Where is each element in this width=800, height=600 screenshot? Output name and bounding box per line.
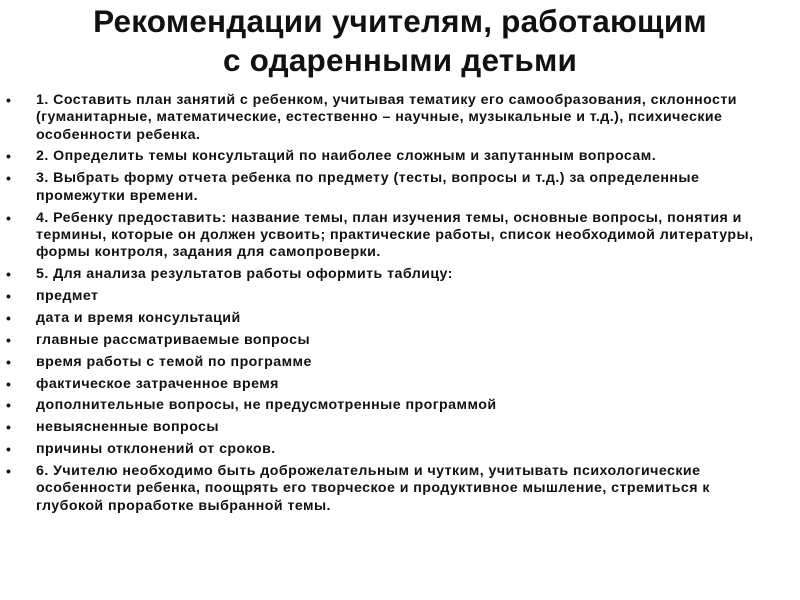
bullet-icon: • (6, 397, 12, 414)
bullet-icon: • (6, 209, 12, 226)
bullet-icon: • (6, 419, 12, 436)
list-item-text: главные рассматриваемые вопросы (36, 331, 311, 348)
list-item (0, 463, 800, 515)
bullet-icon: • (6, 353, 12, 370)
bullet-icon: • (6, 375, 12, 392)
list-item (0, 210, 800, 262)
recommendations-list (0, 92, 800, 520)
list-item-text: невыясненные вопросы (36, 419, 219, 436)
list-item (0, 92, 800, 144)
slide-title (20, 2, 780, 80)
list-item-text: 4. Ребенку предоставить: название темы, план изучения темы, основные вопросы, понятия и термины, которые он должен усвоить; практические работы, список необходимой литературы, формы контроля, задания для самопроверки. (36, 209, 754, 261)
list-item (0, 266, 800, 283)
bullet-icon: • (6, 148, 12, 165)
bullet-icon: • (6, 331, 12, 348)
list-item-text: 1. Составить план занятий с ребенком, учитывая тематику его самообразования, склонности (гуманитарные, математические, естественно – научные, музыкальные и т.д.), психические особенности ребенка. (36, 92, 737, 143)
list-item-text: 3. Выбрать форму отчета ребенка по предмету (тесты, вопросы и т.д.) за определенные промежутки времени. (36, 170, 700, 204)
list-item-text: дата и время консультаций (36, 309, 241, 326)
bullet-icon: • (6, 309, 12, 326)
list-item (0, 170, 800, 205)
list-item-text: 6. Учителю необходимо быть доброжелательным и чутким, учитывать психологические особенности ребенка, поощрять его творческое и продуктивное мышление, стремиться к глубокой проработке выбранной темы. (36, 463, 710, 514)
list-item (0, 419, 800, 436)
bullet-icon: • (6, 92, 12, 108)
list-item-text: фактическое затраченное время (36, 375, 279, 392)
list-item-text: 5. Для анализа результатов работы оформить таблицу: (36, 266, 453, 283)
list-item-text: причины отклонений от сроков. (36, 441, 276, 458)
bullet-icon: • (6, 170, 12, 187)
bullet-icon: • (6, 266, 12, 283)
list-item (0, 354, 800, 371)
list-item (0, 376, 800, 393)
list-item (0, 332, 800, 349)
list-item (0, 310, 800, 327)
list-item (0, 288, 800, 305)
list-item-text: предмет (36, 287, 99, 304)
list-item-text: время работы с темой по программе (36, 353, 312, 370)
bullet-icon: • (6, 463, 12, 480)
list-item-text: 2. Определить темы консультаций по наиболее сложным и запутанным вопросам. (36, 148, 657, 165)
list-item-text: дополнительные вопросы, не предусмотренные программой (36, 397, 497, 414)
list-item (0, 441, 800, 458)
list-item (0, 397, 800, 414)
list-item (0, 148, 800, 165)
bullet-icon: • (6, 441, 12, 458)
bullet-icon: • (6, 287, 12, 304)
slide-title-line-1: Рекомендации учителям, работающим (93, 3, 707, 39)
slide-title-line-2: с одаренными детьми (222, 42, 578, 78)
